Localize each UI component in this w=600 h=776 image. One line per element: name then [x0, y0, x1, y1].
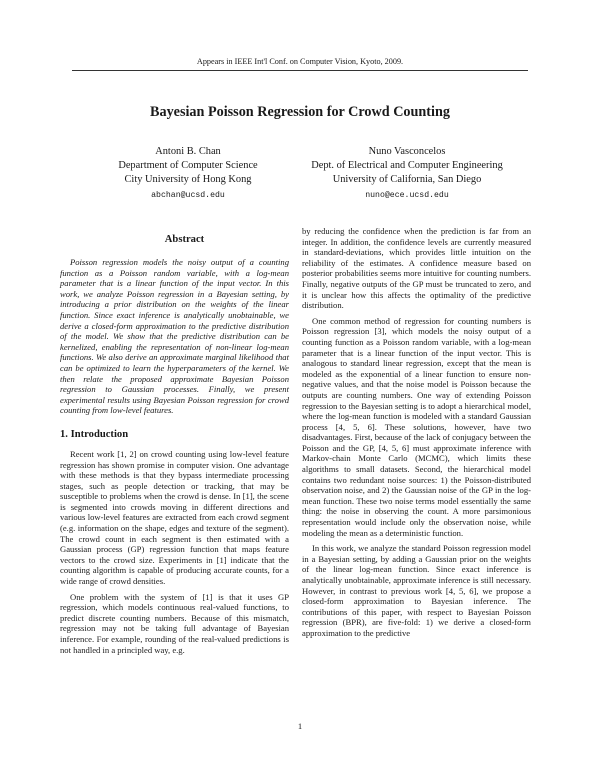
author-institution: University of California, San Diego	[332, 174, 482, 186]
left-column	[60, 233, 289, 655]
paper-title: Bayesian Poisson Regression for Crowd Counting	[150, 104, 450, 120]
author-department: Department of Computer Science	[118, 160, 258, 172]
author-email: nuno@ece.ucsd.edu	[365, 190, 449, 200]
introduction-heading: 1. Introduction	[60, 428, 129, 440]
page-number: 1	[297, 721, 303, 731]
body-paragraph: Recent work [1, 2] on crowd counting using low-level feature regression has shown promise in computer vision. One advantage with these methods is that they bypass intermediate processing stages, such as people detection or tracking, that may be susceptible to problems when the crowd is dense. In [1], the scene is segmented into crowds moving in different directions and various low-level features are extracted from each crowd segment (e.g. information on the shape, edges and texture of the segment). The crowd count in each segment is then estimated with a Gaussian process (GP) regression function that maps feature vectors to the crowd size. Experiments in [1] indicate that the counting algorithm is capable of producing accurate counts, for a wide range of crowd densities.	[60, 448, 289, 587]
author-name: Nuno Vasconcelos	[368, 146, 446, 157]
abstract-text: Poisson regression models the noisy output of a counting function as a Poisson random variable, with a log-mean parameter that is a linear function of the input vector. In this work, we analyze Poisson regression in a Bayesian setting, by introducing a prior distribution on the weights of the linear function. Since exact inference is analytically unobtainable, we derive a closed-form approximation to the predictive distribution of the model. We show that the predictive distribution can be kernelized, enabling the representation of non-linear log-mean functions. We also derive an approximate marginal likelihood that can be optimized to learn the hyperparameters of the kernel. We then relate the proposed approximate Bayesian Poisson regression to Gaussian processes. Finally, we present experimental results using Bayesian Poisson regression for crowd counting from low-level features.	[60, 257, 289, 416]
body-paragraph: In this work, we analyze the standard Poisson regression model in a Bayesian setting, by adding a Gaussian prior on the weights of the linear log-mean function. Since exact inference is analytically unobtainable, approximate inference is still necessary. However, in contrast to previous work [4, 5, 6], we propose a closed-form approximation to Bayesian inference. The contributions of this paper, with respect to Bayesian Poisson regression (BPR), are five-fold: 1) we derive a closed-form approximation to the predictive	[302, 543, 531, 638]
header-note: Appears in IEEE Int'l Conf. on Computer Vision, Kyoto, 2009.	[196, 57, 404, 66]
author-block-2	[272, 145, 542, 202]
author-name: Antoni B. Chan	[155, 146, 221, 157]
body-paragraph: One problem with the system of [1] is that it uses GP regression, which models continuous real-valued functions, to predict discrete counting numbers. Because of this mismatch, regression may not be taking full advantage of Bayesian inference. For example, rounding of the real-valued predictions is not handled in a principled way, e.g.	[60, 591, 289, 655]
header-rule	[72, 70, 528, 71]
author-department: Dept. of Electrical and Computer Engineering	[311, 160, 503, 172]
right-column	[302, 226, 531, 639]
body-paragraph: by reducing the confidence when the prediction is far from an integer. In addition, the confidence levels are currently measured in standard-deviations, which provides little intuition on the reliability of the estimates. A confidence measure based on posterior probabilities seems more intuitive for counting numbers. Finally, negative outputs of the GP must be truncated to zero, and it is unclear how this affects the optimality of the predictive distribution.	[302, 226, 531, 311]
author-email: abchan@ucsd.edu	[151, 190, 225, 200]
author-institution: City University of Hong Kong	[124, 174, 252, 186]
abstract-heading: Abstract	[164, 234, 205, 245]
body-paragraph: One common method of regression for counting numbers is Poisson regression [3], which models the noisy output of a counting function as a Poisson random variable, with a log-mean parameter that is a linear function of the input vector. This is analogous to standard linear regression, except that the mean is modeled as the exponential of a linear function to ensure non-negative values, and that the noise model is Poisson because the outputs are counting numbers. One way of extending Poisson regression to the Bayesian setting is to adopt a hierarchical model, where the log-mean function is modeled with a standard Gaussian process [4, 5, 6]. These solutions, however, have two disadvantages. First, because of the lack of conjugacy between the Poisson and the GP, [4, 5, 6] must approximate inference with Markov-chain Monte Carlo (MCMC), which limits these algorithms to small datasets. Second, the hierarchical model contains two redundant noise sources: 1) the Poisson-distributed observation noise, and 2) the Gaussian noise of the GP in the log-mean function. These two noise terms model essentially the same thing: the noise in observing the count. A more parsimonious representation would include only the observation noise, while modeling the mean as a deterministic function.	[302, 315, 531, 538]
